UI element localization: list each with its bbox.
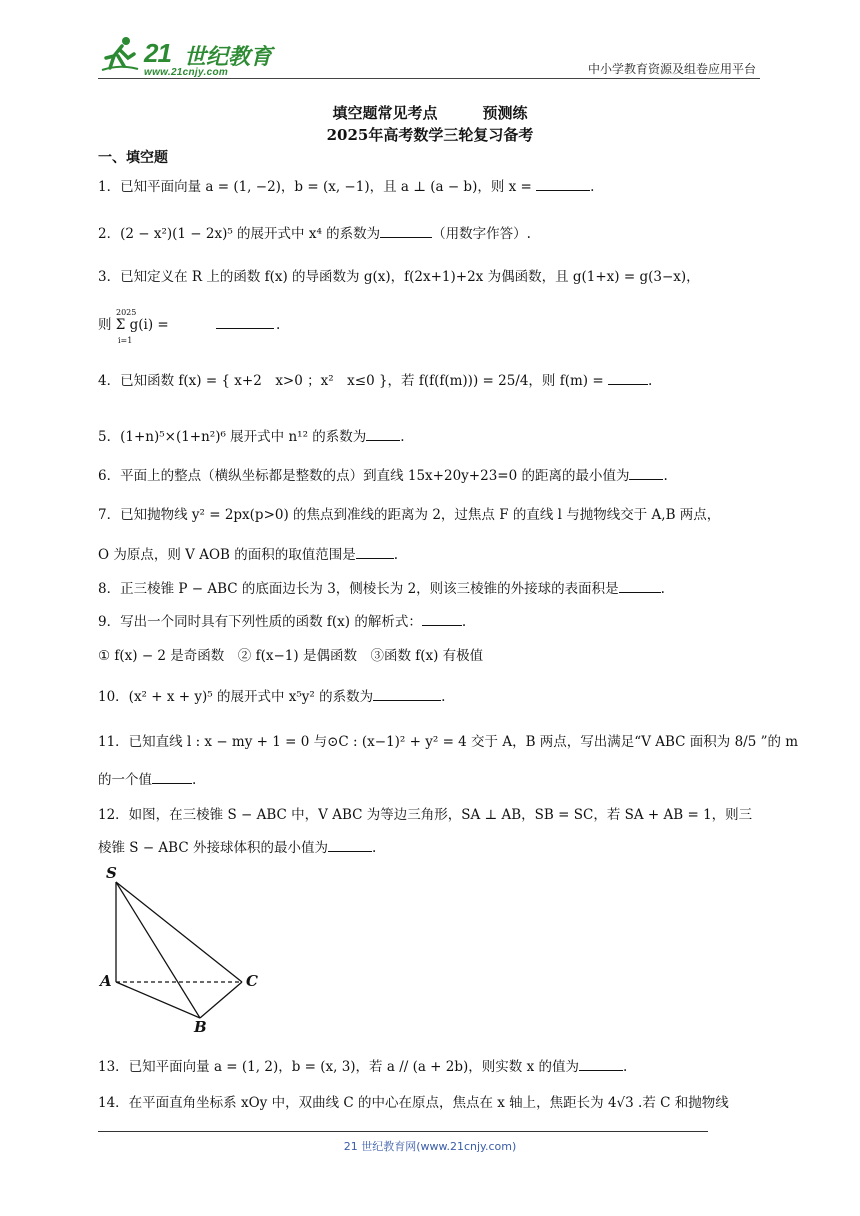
answer-blank-4[interactable] [608, 372, 648, 385]
tetrahedron-diagram [98, 868, 268, 1038]
answer-blank-7[interactable] [356, 546, 394, 559]
question-9-line-1: 9．写出一个同时具有下列性质的函数 f(x) 的解析式： . [98, 614, 467, 630]
question-11-text: 的一个值 [98, 772, 152, 788]
question-1-text: 1．已知平面向量 a = (1, −2)，b = (x, −1)，且 a ⊥ (a − b)，则 x = [98, 179, 537, 195]
question-7-line-1: 7．已知抛物线 y² = 2px(p>0) 的焦点到准线的距离为 2，过焦点 F 的直线 l 与抛物线交于 A,B 两点， [98, 507, 721, 523]
question-3-sum-text: 则 Σ g(i) = [98, 317, 169, 333]
question-6-text: 6．平面上的整点（横纵坐标都是整数的点）到直线 15x+20y+23=0 的距离的最小值为 [98, 468, 630, 484]
vertex-label-b: B [194, 1018, 207, 1036]
page-header [98, 30, 760, 80]
vertex-label-a: A [100, 972, 112, 990]
question-11-line-2: 的一个值 . [98, 772, 197, 788]
logo-url: www.21cnjy.com [144, 67, 229, 78]
answer-blank-9[interactable] [422, 613, 462, 626]
question-8-text: 8．正三棱锥 P − ABC 的底面边长为 3，侧棱长为 2，则该三棱锥的外接球的表面积是 [98, 581, 619, 597]
vertex-label-s: S [106, 864, 117, 882]
question-5: 5．(1+n)⁵×(1+n²)⁶ 展开式中 n¹² 的系数为 . [98, 429, 405, 445]
question-4-text: 4．已知函数 f(x) = { x+2 x>0 ；x² x≤0 }，若 f(f(f(m))) = 25/4，则 f(m) = [98, 373, 608, 389]
answer-blank-2[interactable] [380, 225, 432, 238]
title-line-2: 2025年高考数学三轮复习备考 [326, 126, 534, 144]
question-12-text: 棱锥 S − ABC 外接球体积的最小值为 [98, 840, 328, 856]
tetrahedron-figure [98, 864, 268, 1038]
question-10: 10．(x² + x + y)⁵ 的展开式中 x⁵y² 的系数为 . [98, 689, 446, 705]
question-2-tail: （用数字作答）. [432, 226, 531, 242]
question-13-text: 13．已知平面向量 a = (1, 2)，b = (x, 3)，若 a // (a + 2b)，则实数 x 的值为 [98, 1059, 579, 1075]
platform-name: 中小学教育资源及组卷应用平台 [587, 62, 756, 76]
footer-link[interactable]: 21 世纪教育网(www.21cnjy.com) [343, 1140, 517, 1153]
answer-blank-3[interactable] [216, 316, 274, 329]
question-8: 8．正三棱锥 P − ABC 的底面边长为 3，侧棱长为 2，则该三棱锥的外接球的表面积是 . [98, 581, 665, 597]
runner-logo-icon [100, 36, 140, 72]
question-12-line-1: 12．如图，在三棱锥 S − ABC 中，V ABC 为等边三角形，SA ⊥ AB，SB = SC，若 SA + AB = 1，则三 [98, 807, 753, 823]
question-11-line-1: 11．已知直线 l : x − my + 1 = 0 与⊙C : (x−1)² + y² = 4 交于 A，B 两点，写出满足“V ABC 面积为 8/5 ”的 m [98, 734, 799, 750]
footer-divider [98, 1131, 708, 1132]
question-9-line-2: ① f(x) − 2 是奇函数 ② f(x−1) 是偶函数 ③函数 f(x) 有极值 [98, 648, 484, 664]
question-3-line-1: 3．已知定义在 R 上的函数 f(x) 的导函数为 g(x)，f(2x+1)+2x 为偶函数，且 g(1+x) = g(3−x)， [98, 269, 700, 285]
title-line-1: 填空题常见考点 预测练 [332, 104, 528, 122]
sum-upper-limit: 2025 [116, 308, 137, 317]
question-6: 6．平面上的整点（横纵坐标都是整数的点）到直线 15x+20y+23=0 的距离的最小值为 . [98, 468, 668, 484]
section-heading: 一、填空题 [98, 150, 168, 166]
question-2 [98, 225, 531, 243]
question-5-text: 5．(1+n)⁵×(1+n²)⁶ 展开式中 n¹² 的系数为 [98, 429, 367, 445]
answer-blank-11[interactable] [152, 771, 192, 784]
question-10-text: 10．(x² + x + y)⁵ 的展开式中 x⁵y² 的系数为 [98, 689, 374, 705]
question-13: 13．已知平面向量 a = (1, 2)，b = (x, 3)，若 a // (a + 2b)，则实数 x 的值为 . [98, 1059, 628, 1075]
answer-blank-12[interactable] [328, 839, 372, 852]
answer-blank-6[interactable] [629, 467, 663, 480]
answer-blank-5[interactable] [366, 428, 400, 441]
answer-blank-1[interactable] [536, 178, 590, 191]
logo-number: 21 [144, 38, 171, 68]
question-4: 4．已知函数 f(x) = { x+2 x>0 ；x² x≤0 }，若 f(f(f(m))) = 25/4，则 f(m) = . [98, 373, 653, 389]
answer-blank-13[interactable] [579, 1058, 623, 1071]
vertex-label-c: C [246, 972, 258, 990]
question-12-line-2: 棱锥 S − ABC 外接球体积的最小值为 . [98, 840, 377, 856]
question-7-text: O 为原点，则 V AOB 的面积的取值范围是 [98, 547, 356, 563]
site-logo[interactable] [98, 36, 278, 76]
answer-blank-8[interactable] [619, 580, 661, 593]
question-7-line-2: O 为原点，则 V AOB 的面积的取值范围是 . [98, 547, 399, 563]
question-9-text: 9．写出一个同时具有下列性质的函数 f(x) 的解析式： [98, 614, 422, 630]
sum-lower-limit: i=1 [118, 336, 133, 345]
answer-blank-10[interactable] [373, 688, 441, 701]
header-divider [98, 78, 760, 79]
logo-text: 世纪教育 [184, 44, 273, 69]
question-14: 14．在平面直角坐标系 xOy 中，双曲线 C 的中心在原点，焦点在 x 轴上，焦距长为 4√3 .若 C 和抛物线 [98, 1095, 729, 1111]
question-2-text: 2．(2 − x²)(1 − 2x)⁵ 的展开式中 x⁴ 的系数为 [98, 226, 381, 242]
question-1: 1．已知平面向量 a = (1, −2)，b = (x, −1)，且 a ⊥ (a − b)，则 x = . [98, 179, 595, 195]
